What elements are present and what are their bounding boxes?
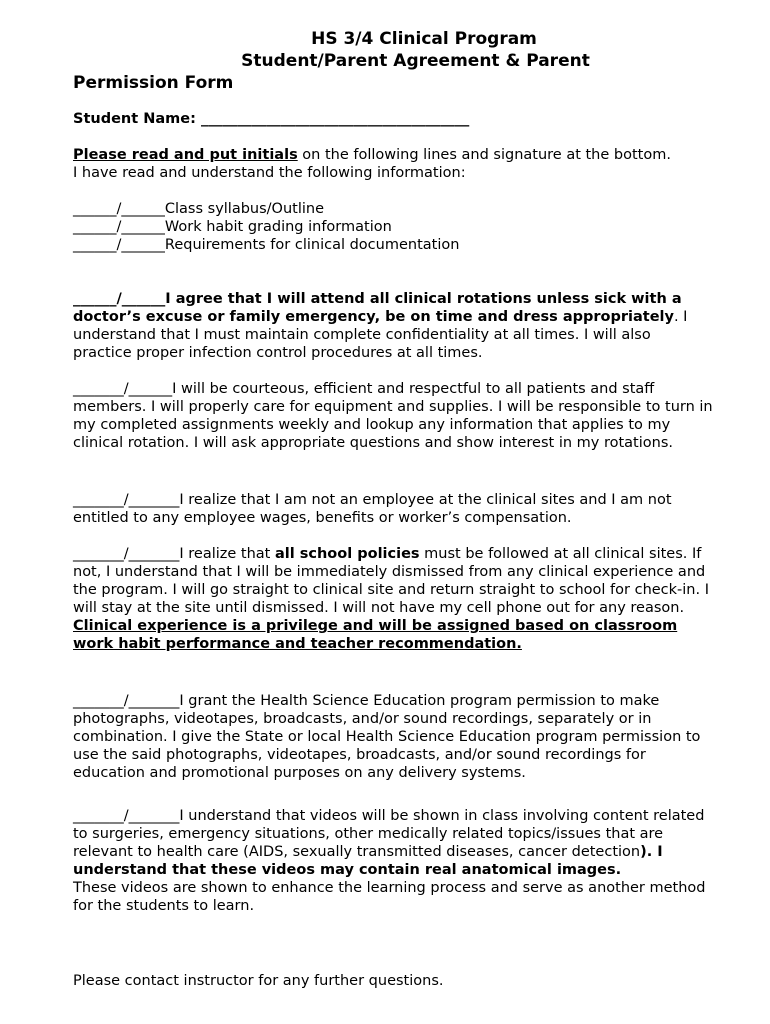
intro-rest: on the following lines and signature at the bottom. <box>297 147 671 163</box>
intro-line2: I have read and understand the following information: <box>73 165 466 181</box>
initials-blank[interactable]: _______/_______ <box>73 693 180 709</box>
checklist-label: Requirements for clinical documentation <box>164 237 460 253</box>
initials-blank[interactable]: ______/______ <box>73 219 165 235</box>
clause-policies-bold: all school policies <box>274 546 420 562</box>
clause-videos-text: I understand that videos will be shown in class involving content related to surgeries, emergency situations, other medically related topics/issues that are relevant to health care (AIDS, sexually transmitted diseases, cancer detection <box>73 808 705 860</box>
clause-attendance-text: . I understand that I must maintain complete confidentiality at all times. I will also practice proper infection control procedures at all times. <box>73 309 688 361</box>
initials-blank[interactable]: _______/______ <box>73 381 173 397</box>
clause-employee <box>73 491 713 527</box>
form-title-line3: Permission Form <box>73 73 234 93</box>
clause-policies-text-b: must be followed at all clinical sites. If not, I understand that I will be immediately dismissed from any clinical experience and the program. I will go straight to clinical site and return straight to school for check-in. I will stay at the site until dismissed. I will not have my cell phone out for any reason. <box>73 546 709 616</box>
initials-blank[interactable]: ______/______ <box>73 237 165 253</box>
checklist-item <box>73 200 713 218</box>
clause-videos <box>73 807 713 915</box>
initials-blank[interactable]: _______/_______ <box>73 492 180 508</box>
student-name-row <box>73 110 469 128</box>
initials-blank[interactable]: _______/_______ <box>73 546 180 562</box>
clause-media-text: I grant the Health Science Education program permission to make photographs, videotapes, broadcasts, and/or sound recordings, separately or in combination. I give the State or local Health Science Education program permission to use the said photographs, videotapes, broadcasts, and/or sound recordings for education and promotional purposes on any delivery systems. <box>73 693 701 781</box>
clause-employee-text: I realize that I am not an employee at the clinical sites and I am not entitled to any employee wages, benefits or worker’s compensation. <box>73 492 672 526</box>
clause-policies <box>73 545 713 653</box>
clause-attendance-bold: I agree that I will attend all clinical rotations unless sick with a doctor’s excuse or family emergency, be on time and dress appropriately <box>73 291 682 325</box>
initials-blank[interactable]: ______/______ <box>73 201 165 217</box>
checklist-item <box>73 236 713 254</box>
clause-policies-text-a: I realize that <box>179 546 275 562</box>
form-title-line2: Student/Parent Agreement & Parent <box>241 51 590 71</box>
initials-blank[interactable]: _______/_______ <box>73 808 180 824</box>
clause-videos-after: These videos are shown to enhance the learning process and serve as another method for the students to learn. <box>73 880 706 914</box>
form-title-line1: HS 3/4 Clinical Program <box>311 29 537 49</box>
intro-bold-lead: Please read and put initials <box>73 147 298 163</box>
clause-videos-bold: ). I understand that these videos may contain real anatomical images. <box>73 844 663 878</box>
checklist-item <box>73 218 713 236</box>
initials-blank[interactable]: ______/______ <box>73 291 166 307</box>
checklist-label: Work habit grading information <box>164 219 392 235</box>
student-name-field[interactable]: _____________________________________ <box>200 111 470 127</box>
intro-paragraph <box>73 146 713 182</box>
checklist-label: Class syllabus/Outline <box>164 201 325 217</box>
clause-conduct <box>73 380 713 452</box>
student-name-label: Student Name: <box>73 111 196 127</box>
clause-policies-privilege: Clinical experience is a privilege and will be assigned based on classroom work habit performance and teacher recommendation. <box>73 618 678 652</box>
clause-attendance <box>73 290 713 362</box>
clause-media-permission <box>73 692 713 782</box>
clause-conduct-text: I will be courteous, efficient and respectful to all patients and staff members. I will properly care for equipment and supplies. I will be responsible to turn in my completed assignments weekly and lookup any information that applies to my clinical rotation. I will ask appropriate questions and show interest in my rotations. <box>73 381 713 451</box>
footer-note: Please contact instructor for any further questions. <box>73 973 444 989</box>
checklist <box>73 200 713 254</box>
